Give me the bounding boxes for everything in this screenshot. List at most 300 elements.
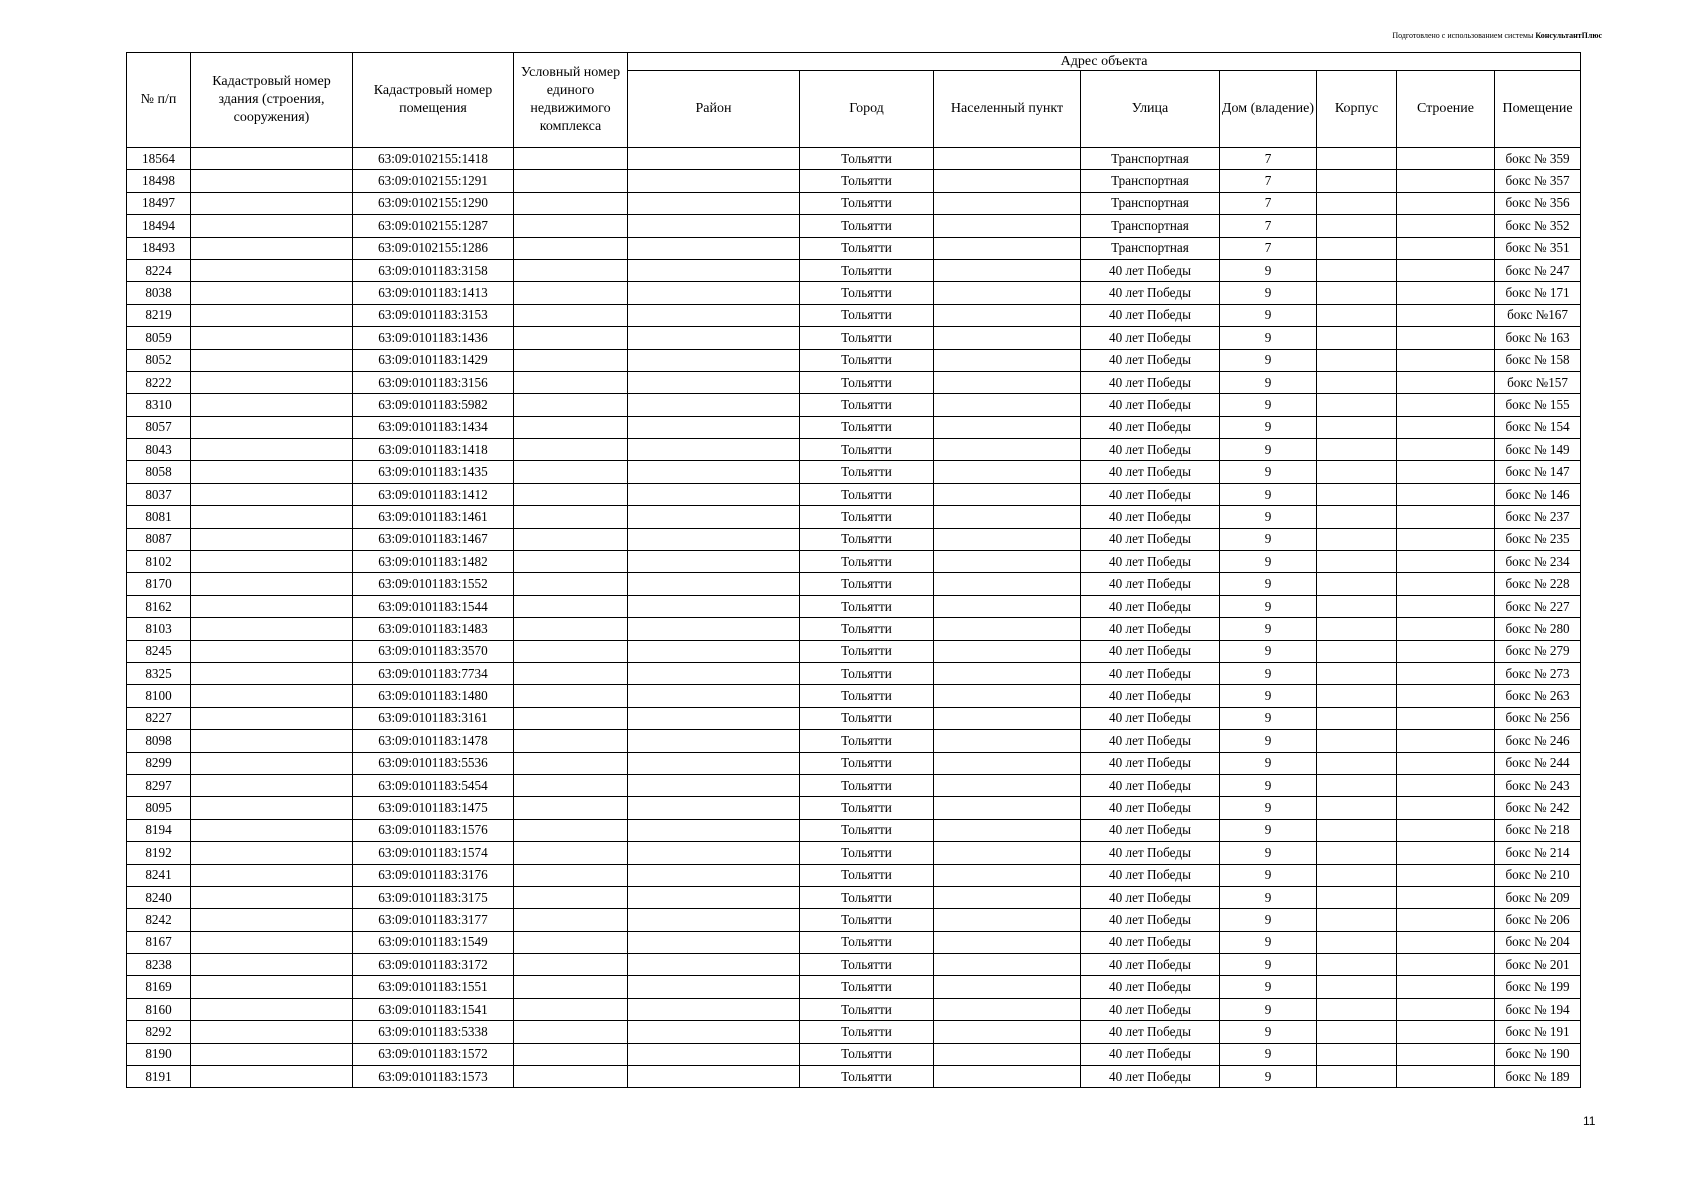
- cell-district: [628, 774, 800, 796]
- cell-room-cadastral: 63:09:0101183:1574: [353, 842, 514, 864]
- cell-structure: [1397, 327, 1495, 349]
- cell-structure: [1397, 439, 1495, 461]
- cell-locality: [934, 662, 1081, 684]
- cell-city: Тольятти: [800, 909, 934, 931]
- cell-district: [628, 148, 800, 170]
- cell-korpus: [1317, 1021, 1397, 1043]
- cell-city: Тольятти: [800, 461, 934, 483]
- cell-street: 40 лет Победы: [1081, 282, 1220, 304]
- cell-complex-number: [514, 573, 628, 595]
- table-row: [127, 349, 1581, 371]
- cell-street: 40 лет Победы: [1081, 304, 1220, 326]
- cell-complex-number: [514, 237, 628, 259]
- cell-district: [628, 662, 800, 684]
- table-row: [127, 662, 1581, 684]
- cell-num: 8058: [127, 461, 191, 483]
- cell-locality: [934, 461, 1081, 483]
- cell-house: 9: [1220, 976, 1317, 998]
- cell-room: бокс № 244: [1495, 752, 1581, 774]
- prepared-text: Подготовлено с использованием системы: [1392, 31, 1534, 40]
- cell-room-cadastral: 63:09:0101183:3175: [353, 886, 514, 908]
- cell-street: 40 лет Победы: [1081, 573, 1220, 595]
- cell-house: 9: [1220, 573, 1317, 595]
- cell-num: 8169: [127, 976, 191, 998]
- cell-city: Тольятти: [800, 886, 934, 908]
- cell-street: 40 лет Победы: [1081, 662, 1220, 684]
- cell-locality: [934, 394, 1081, 416]
- cell-korpus: [1317, 909, 1397, 931]
- cell-locality: [934, 618, 1081, 640]
- cell-korpus: [1317, 304, 1397, 326]
- cell-structure: [1397, 170, 1495, 192]
- cell-house: 9: [1220, 259, 1317, 281]
- cell-room: бокс №167: [1495, 304, 1581, 326]
- cell-complex-number: [514, 282, 628, 304]
- cell-korpus: [1317, 618, 1397, 640]
- cell-num: 8194: [127, 819, 191, 841]
- cell-house: 9: [1220, 998, 1317, 1020]
- cell-house: 7: [1220, 237, 1317, 259]
- cell-street: Транспортная: [1081, 148, 1220, 170]
- cell-room: бокс № 227: [1495, 595, 1581, 617]
- cell-house: 9: [1220, 304, 1317, 326]
- cell-structure: [1397, 237, 1495, 259]
- cell-structure: [1397, 976, 1495, 998]
- cell-complex-number: [514, 730, 628, 752]
- cell-street: 40 лет Победы: [1081, 1021, 1220, 1043]
- cell-complex-number: [514, 864, 628, 886]
- cell-complex-number: [514, 752, 628, 774]
- cell-korpus: [1317, 976, 1397, 998]
- cell-city: Тольятти: [800, 998, 934, 1020]
- cell-complex-number: [514, 1066, 628, 1088]
- cell-complex-number: [514, 886, 628, 908]
- cell-house: 9: [1220, 797, 1317, 819]
- cell-city: Тольятти: [800, 1066, 934, 1088]
- cell-street: 40 лет Победы: [1081, 528, 1220, 550]
- col-header-complex-number: Условный номер единого недвижимого комплекса: [514, 53, 628, 148]
- col-header-room: Помещение: [1495, 71, 1581, 148]
- cell-building-cadastral: [191, 371, 353, 393]
- cell-locality: [934, 685, 1081, 707]
- cell-structure: [1397, 506, 1495, 528]
- cell-room: бокс № 147: [1495, 461, 1581, 483]
- property-register-table: [126, 52, 1581, 1088]
- cell-korpus: [1317, 931, 1397, 953]
- cell-building-cadastral: [191, 1021, 353, 1043]
- cell-house: 9: [1220, 327, 1317, 349]
- cell-city: Тольятти: [800, 1043, 934, 1065]
- cell-room: бокс № 356: [1495, 192, 1581, 214]
- cell-locality: [934, 842, 1081, 864]
- cell-structure: [1397, 774, 1495, 796]
- cell-locality: [934, 909, 1081, 931]
- cell-building-cadastral: [191, 304, 353, 326]
- cell-street: 40 лет Победы: [1081, 797, 1220, 819]
- page-number: 11: [1583, 1114, 1596, 1128]
- cell-num: 8241: [127, 864, 191, 886]
- table-row: [127, 730, 1581, 752]
- col-header-korpus: Корпус: [1317, 71, 1397, 148]
- cell-district: [628, 483, 800, 505]
- cell-num: 8160: [127, 998, 191, 1020]
- table-row: [127, 1066, 1581, 1088]
- cell-room: бокс № 237: [1495, 506, 1581, 528]
- cell-room-cadastral: 63:09:0101183:5536: [353, 752, 514, 774]
- cell-building-cadastral: [191, 551, 353, 573]
- cell-korpus: [1317, 954, 1397, 976]
- cell-street: 40 лет Победы: [1081, 819, 1220, 841]
- cell-complex-number: [514, 528, 628, 550]
- cell-korpus: [1317, 819, 1397, 841]
- cell-structure: [1397, 416, 1495, 438]
- cell-korpus: [1317, 528, 1397, 550]
- cell-district: [628, 976, 800, 998]
- cell-complex-number: [514, 394, 628, 416]
- cell-room-cadastral: 63:09:0101183:1552: [353, 573, 514, 595]
- cell-district: [628, 304, 800, 326]
- cell-complex-number: [514, 662, 628, 684]
- cell-room: бокс № 352: [1495, 215, 1581, 237]
- cell-korpus: [1317, 282, 1397, 304]
- prepared-with-note: [1392, 31, 1602, 40]
- cell-house: 9: [1220, 707, 1317, 729]
- cell-locality: [934, 797, 1081, 819]
- cell-city: Тольятти: [800, 797, 934, 819]
- cell-building-cadastral: [191, 998, 353, 1020]
- cell-city: Тольятти: [800, 506, 934, 528]
- cell-district: [628, 842, 800, 864]
- col-header-building-cadastral: Кадастровый номер здания (строения, сооружения): [191, 53, 353, 148]
- cell-building-cadastral: [191, 349, 353, 371]
- cell-num: 8102: [127, 551, 191, 573]
- cell-room-cadastral: 63:09:0101183:1434: [353, 416, 514, 438]
- cell-room-cadastral: 63:09:0101183:5338: [353, 1021, 514, 1043]
- cell-structure: [1397, 752, 1495, 774]
- cell-locality: [934, 528, 1081, 550]
- cell-city: Тольятти: [800, 371, 934, 393]
- cell-district: [628, 909, 800, 931]
- cell-korpus: [1317, 170, 1397, 192]
- cell-room-cadastral: 63:09:0101183:1544: [353, 595, 514, 617]
- cell-city: Тольятти: [800, 954, 934, 976]
- cell-locality: [934, 439, 1081, 461]
- table-row: [127, 551, 1581, 573]
- cell-complex-number: [514, 797, 628, 819]
- cell-building-cadastral: [191, 662, 353, 684]
- table-row: [127, 439, 1581, 461]
- cell-locality: [934, 954, 1081, 976]
- cell-room-cadastral: 63:09:0101183:3158: [353, 259, 514, 281]
- table-row: [127, 797, 1581, 819]
- table-row: [127, 192, 1581, 214]
- cell-complex-number: [514, 506, 628, 528]
- cell-building-cadastral: [191, 685, 353, 707]
- cell-korpus: [1317, 506, 1397, 528]
- cell-street: 40 лет Победы: [1081, 551, 1220, 573]
- cell-room-cadastral: 63:09:0101183:1576: [353, 819, 514, 841]
- cell-room: бокс № 149: [1495, 439, 1581, 461]
- cell-room-cadastral: 63:09:0101183:1551: [353, 976, 514, 998]
- cell-house: 9: [1220, 662, 1317, 684]
- cell-room: бокс № 279: [1495, 640, 1581, 662]
- cell-room: бокс № 155: [1495, 394, 1581, 416]
- cell-room: бокс № 163: [1495, 327, 1581, 349]
- cell-num: 8222: [127, 371, 191, 393]
- cell-locality: [934, 931, 1081, 953]
- cell-korpus: [1317, 998, 1397, 1020]
- cell-num: 8310: [127, 394, 191, 416]
- cell-city: Тольятти: [800, 864, 934, 886]
- cell-room-cadastral: 63:09:0101183:7734: [353, 662, 514, 684]
- cell-street: 40 лет Победы: [1081, 864, 1220, 886]
- cell-korpus: [1317, 573, 1397, 595]
- cell-room: бокс № 357: [1495, 170, 1581, 192]
- cell-district: [628, 1043, 800, 1065]
- cell-room: бокс № 154: [1495, 416, 1581, 438]
- col-header-locality: Населенный пункт: [934, 71, 1081, 148]
- cell-room-cadastral: 63:09:0101183:3570: [353, 640, 514, 662]
- cell-locality: [934, 506, 1081, 528]
- cell-district: [628, 618, 800, 640]
- table-row: [127, 976, 1581, 998]
- cell-korpus: [1317, 259, 1397, 281]
- cell-building-cadastral: [191, 416, 353, 438]
- cell-city: Тольятти: [800, 640, 934, 662]
- col-header-street: Улица: [1081, 71, 1220, 148]
- cell-building-cadastral: [191, 148, 353, 170]
- table-row: [127, 371, 1581, 393]
- cell-house: 9: [1220, 774, 1317, 796]
- cell-room-cadastral: 63:09:0101183:1429: [353, 349, 514, 371]
- table-row: [127, 640, 1581, 662]
- cell-room-cadastral: 63:09:0101183:1467: [353, 528, 514, 550]
- cell-room: бокс № 204: [1495, 931, 1581, 953]
- cell-building-cadastral: [191, 528, 353, 550]
- cell-city: Тольятти: [800, 573, 934, 595]
- cell-room-cadastral: 63:09:0102155:1286: [353, 237, 514, 259]
- cell-structure: [1397, 371, 1495, 393]
- cell-structure: [1397, 909, 1495, 931]
- cell-room-cadastral: 63:09:0101183:5454: [353, 774, 514, 796]
- cell-structure: [1397, 797, 1495, 819]
- cell-korpus: [1317, 192, 1397, 214]
- cell-korpus: [1317, 148, 1397, 170]
- cell-korpus: [1317, 237, 1397, 259]
- cell-city: Тольятти: [800, 148, 934, 170]
- cell-structure: [1397, 707, 1495, 729]
- col-header-num: № п/п: [127, 53, 191, 148]
- cell-room-cadastral: 63:09:0101183:1549: [353, 931, 514, 953]
- cell-room: бокс № 235: [1495, 528, 1581, 550]
- cell-korpus: [1317, 797, 1397, 819]
- cell-district: [628, 640, 800, 662]
- cell-locality: [934, 774, 1081, 796]
- cell-complex-number: [514, 371, 628, 393]
- cell-building-cadastral: [191, 886, 353, 908]
- cell-house: 9: [1220, 842, 1317, 864]
- cell-district: [628, 797, 800, 819]
- cell-building-cadastral: [191, 707, 353, 729]
- cell-city: Тольятти: [800, 662, 934, 684]
- cell-building-cadastral: [191, 506, 353, 528]
- cell-city: Тольятти: [800, 819, 934, 841]
- cell-num: 8190: [127, 1043, 191, 1065]
- cell-locality: [934, 483, 1081, 505]
- cell-korpus: [1317, 439, 1397, 461]
- cell-district: [628, 819, 800, 841]
- cell-house: 9: [1220, 685, 1317, 707]
- cell-structure: [1397, 1066, 1495, 1088]
- cell-city: Тольятти: [800, 282, 934, 304]
- cell-street: 40 лет Победы: [1081, 774, 1220, 796]
- cell-locality: [934, 215, 1081, 237]
- cell-district: [628, 394, 800, 416]
- cell-complex-number: [514, 551, 628, 573]
- cell-building-cadastral: [191, 730, 353, 752]
- cell-complex-number: [514, 819, 628, 841]
- cell-house: 9: [1220, 730, 1317, 752]
- cell-room: бокс № 246: [1495, 730, 1581, 752]
- cell-num: 8245: [127, 640, 191, 662]
- table-body: [127, 148, 1581, 1088]
- cell-structure: [1397, 842, 1495, 864]
- cell-korpus: [1317, 730, 1397, 752]
- cell-building-cadastral: [191, 976, 353, 998]
- cell-street: 40 лет Победы: [1081, 707, 1220, 729]
- cell-street: 40 лет Победы: [1081, 752, 1220, 774]
- cell-street: 40 лет Победы: [1081, 931, 1220, 953]
- cell-room-cadastral: 63:09:0101183:1482: [353, 551, 514, 573]
- cell-street: 40 лет Победы: [1081, 730, 1220, 752]
- cell-korpus: [1317, 349, 1397, 371]
- cell-locality: [934, 707, 1081, 729]
- cell-num: 8292: [127, 1021, 191, 1043]
- cell-district: [628, 170, 800, 192]
- cell-locality: [934, 237, 1081, 259]
- cell-building-cadastral: [191, 819, 353, 841]
- table-row: [127, 327, 1581, 349]
- cell-complex-number: [514, 774, 628, 796]
- cell-city: Тольятти: [800, 976, 934, 998]
- cell-city: Тольятти: [800, 730, 934, 752]
- cell-room-cadastral: 63:09:0101183:1572: [353, 1043, 514, 1065]
- cell-street: 40 лет Победы: [1081, 618, 1220, 640]
- col-header-house: Дом (владение): [1220, 71, 1317, 148]
- cell-house: 9: [1220, 461, 1317, 483]
- cell-structure: [1397, 483, 1495, 505]
- cell-building-cadastral: [191, 237, 353, 259]
- cell-building-cadastral: [191, 931, 353, 953]
- cell-room: бокс № 194: [1495, 998, 1581, 1020]
- table-row: [127, 998, 1581, 1020]
- cell-building-cadastral: [191, 842, 353, 864]
- cell-district: [628, 998, 800, 1020]
- table-row: [127, 461, 1581, 483]
- cell-street: 40 лет Победы: [1081, 976, 1220, 998]
- cell-locality: [934, 640, 1081, 662]
- cell-city: Тольятти: [800, 416, 934, 438]
- cell-num: 8224: [127, 259, 191, 281]
- cell-korpus: [1317, 774, 1397, 796]
- cell-room-cadastral: 63:09:0102155:1287: [353, 215, 514, 237]
- cell-complex-number: [514, 215, 628, 237]
- cell-structure: [1397, 304, 1495, 326]
- cell-locality: [934, 730, 1081, 752]
- cell-room: бокс № 191: [1495, 1021, 1581, 1043]
- table-row: [127, 282, 1581, 304]
- cell-building-cadastral: [191, 461, 353, 483]
- table-row: [127, 237, 1581, 259]
- cell-room-cadastral: 63:09:0101183:1573: [353, 1066, 514, 1088]
- table-row: [127, 1021, 1581, 1043]
- cell-district: [628, 371, 800, 393]
- table-row: [127, 931, 1581, 953]
- cell-house: 7: [1220, 148, 1317, 170]
- cell-complex-number: [514, 976, 628, 998]
- table-row: [127, 170, 1581, 192]
- cell-street: 40 лет Победы: [1081, 998, 1220, 1020]
- cell-num: 8038: [127, 282, 191, 304]
- cell-building-cadastral: [191, 282, 353, 304]
- cell-city: Тольятти: [800, 707, 934, 729]
- cell-house: 9: [1220, 954, 1317, 976]
- table-row: [127, 774, 1581, 796]
- cell-building-cadastral: [191, 864, 353, 886]
- cell-district: [628, 886, 800, 908]
- cell-street: 40 лет Победы: [1081, 416, 1220, 438]
- cell-korpus: [1317, 416, 1397, 438]
- cell-structure: [1397, 528, 1495, 550]
- cell-house: 9: [1220, 416, 1317, 438]
- cell-building-cadastral: [191, 954, 353, 976]
- cell-korpus: [1317, 842, 1397, 864]
- cell-room: бокс № 234: [1495, 551, 1581, 573]
- cell-district: [628, 551, 800, 573]
- table-row: [127, 886, 1581, 908]
- cell-structure: [1397, 573, 1495, 595]
- cell-locality: [934, 282, 1081, 304]
- cell-street: Транспортная: [1081, 215, 1220, 237]
- cell-house: 7: [1220, 170, 1317, 192]
- cell-locality: [934, 976, 1081, 998]
- cell-locality: [934, 864, 1081, 886]
- cell-korpus: [1317, 461, 1397, 483]
- cell-complex-number: [514, 148, 628, 170]
- cell-room: бокс № 280: [1495, 618, 1581, 640]
- cell-district: [628, 259, 800, 281]
- table-row: [127, 685, 1581, 707]
- table-row: [127, 215, 1581, 237]
- cell-street: 40 лет Победы: [1081, 954, 1220, 976]
- cell-num: 8098: [127, 730, 191, 752]
- cell-structure: [1397, 730, 1495, 752]
- cell-korpus: [1317, 662, 1397, 684]
- cell-korpus: [1317, 371, 1397, 393]
- cell-structure: [1397, 282, 1495, 304]
- cell-structure: [1397, 998, 1495, 1020]
- cell-complex-number: [514, 909, 628, 931]
- cell-room-cadastral: 63:09:0101183:1475: [353, 797, 514, 819]
- cell-room-cadastral: 63:09:0101183:3161: [353, 707, 514, 729]
- cell-house: 9: [1220, 371, 1317, 393]
- cell-house: 9: [1220, 1021, 1317, 1043]
- cell-room-cadastral: 63:09:0101183:1412: [353, 483, 514, 505]
- cell-street: 40 лет Победы: [1081, 394, 1220, 416]
- cell-house: 9: [1220, 931, 1317, 953]
- cell-street: 40 лет Победы: [1081, 371, 1220, 393]
- cell-room: бокс № 256: [1495, 707, 1581, 729]
